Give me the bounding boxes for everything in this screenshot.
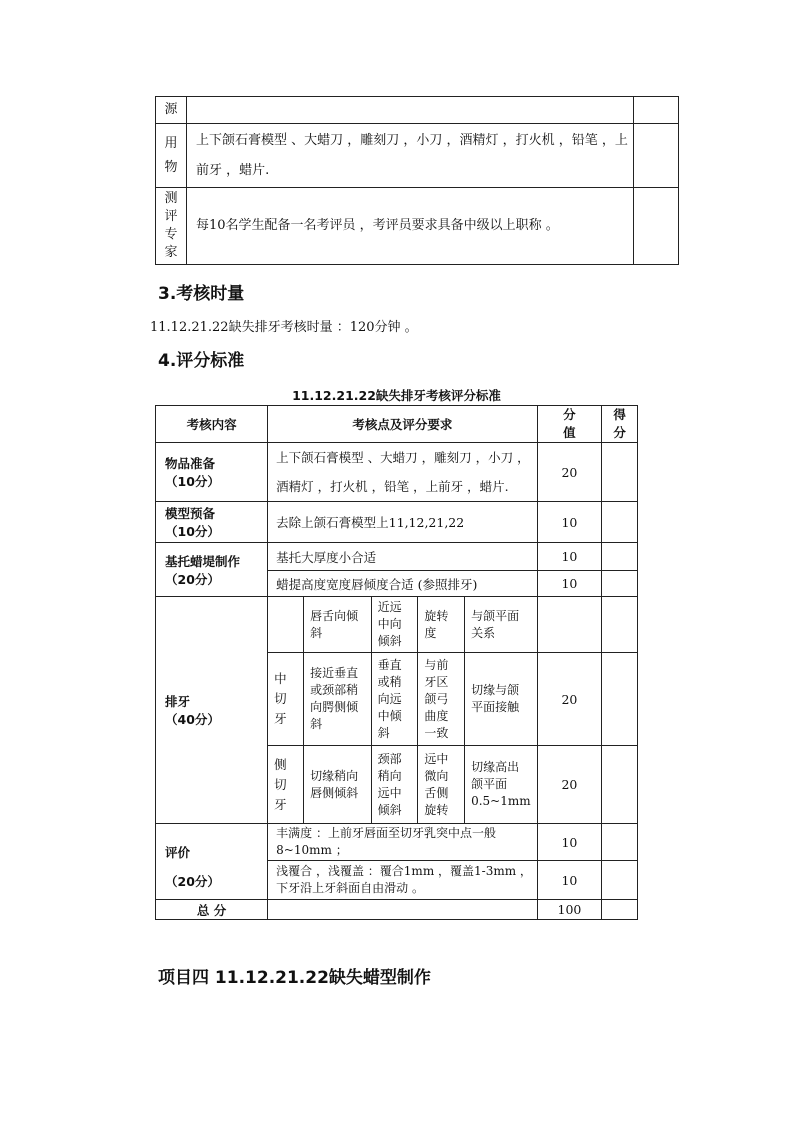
central-score: 20 [537, 653, 602, 746]
eval-label: 评价 （20分） [156, 824, 268, 900]
central-c4: 切缘与颌平面接触 [465, 653, 538, 746]
header-score: 分值 [537, 406, 602, 443]
arrange-sub-2: 近远中向倾斜 [371, 597, 418, 653]
prep-text: 上下颌石膏模型 、大蜡刀 ，雕刻刀 ，小刀 ，酒精灯 ，打火机 ，铅笔 ，上前牙 ，蜡片. [268, 443, 537, 502]
examiner-label: 测评专家 [156, 188, 187, 265]
arrange-sub-1: 唇舌向倾斜 [304, 597, 372, 653]
arrange-sub-3: 旋转度 [418, 597, 465, 653]
arrange-label: 排牙 （40分） [156, 597, 268, 824]
central-c3: 与前牙区颌弓曲度一致 [418, 653, 465, 746]
base-text-2: 蜡提高度宽度唇倾度合适 (参照排牙) [268, 571, 537, 597]
total-label: 总 分 [156, 900, 268, 920]
project-heading: 项目四 11.12.21.22缺失蜡型制作 [158, 968, 431, 988]
model-text: 去除上颌石膏模型上11,12,21,22 [268, 502, 537, 543]
scoring-table [155, 405, 638, 920]
materials-label: 用物 [156, 124, 187, 188]
base-text-1: 基托大厚度小合适 [268, 543, 537, 571]
model-label: 模型预备 （10分） [156, 502, 268, 543]
model-score: 10 [537, 502, 602, 543]
arrange-sub-4: 与颌平面关系 [465, 597, 538, 653]
section-3-heading: 3.考核时量 [158, 284, 245, 304]
eval-score-1: 10 [537, 824, 602, 861]
central-incisor-label: 中切牙 [268, 653, 304, 746]
examiner-value: 每10名学生配备一名考评员 ，考评员要求具备中级以上职称 。 [187, 188, 634, 265]
lateral-score: 20 [537, 746, 602, 824]
header-got: 得分 [602, 406, 638, 443]
lateral-c2: 颈部稍向远中倾斜 [371, 746, 418, 824]
total-score: 100 [537, 900, 602, 920]
lateral-c1: 切缘稍向唇侧倾斜 [304, 746, 372, 824]
central-c1: 接近垂直或颈部稍向腭侧倾斜 [304, 653, 372, 746]
header-points: 考核点及评分要求 [268, 406, 537, 443]
eval-score-2: 10 [537, 861, 602, 900]
base-score-2: 10 [537, 571, 602, 597]
materials-value: 上下颌石膏模型 、大蜡刀 ，雕刻刀 ，小刀 ，酒精灯 ，打火机 ，铅笔 ，上前牙 ，蜡片. [187, 124, 634, 188]
resource-label: 源 [156, 97, 187, 124]
lateral-c3: 远中微向舌侧旋转 [418, 746, 465, 824]
section-3-text: 11.12.21.22缺失排牙考核时量 ：120分钟 。 [150, 320, 418, 335]
resource-value [187, 97, 634, 124]
lateral-incisor-label: 侧切牙 [268, 746, 304, 824]
lateral-c4: 切缘高出颌平面0.5~1mm [465, 746, 538, 824]
section-4-heading: 4.评分标准 [158, 351, 245, 371]
base-label: 基托蜡堤制作 （20分） [156, 543, 268, 597]
eval-text-2: 浅覆合 ，浅覆盖 ：覆合1mm ，覆盖1-3mm ，下牙沿上牙斜面自由滑动 。 [268, 861, 537, 900]
resource-table [155, 96, 679, 265]
prep-label: 物品准备 （10分） [156, 443, 268, 502]
prep-score: 20 [537, 443, 602, 502]
table-caption: 11.12.21.22缺失排牙考核评分标准 [292, 388, 501, 403]
eval-text-1: 丰满度 ：上前牙唇面至切牙乳突中点一般8~10mm ； [268, 824, 537, 861]
header-content: 考核内容 [156, 406, 268, 443]
base-score-1: 10 [537, 543, 602, 571]
central-c2: 垂直或稍向远中倾斜 [371, 653, 418, 746]
